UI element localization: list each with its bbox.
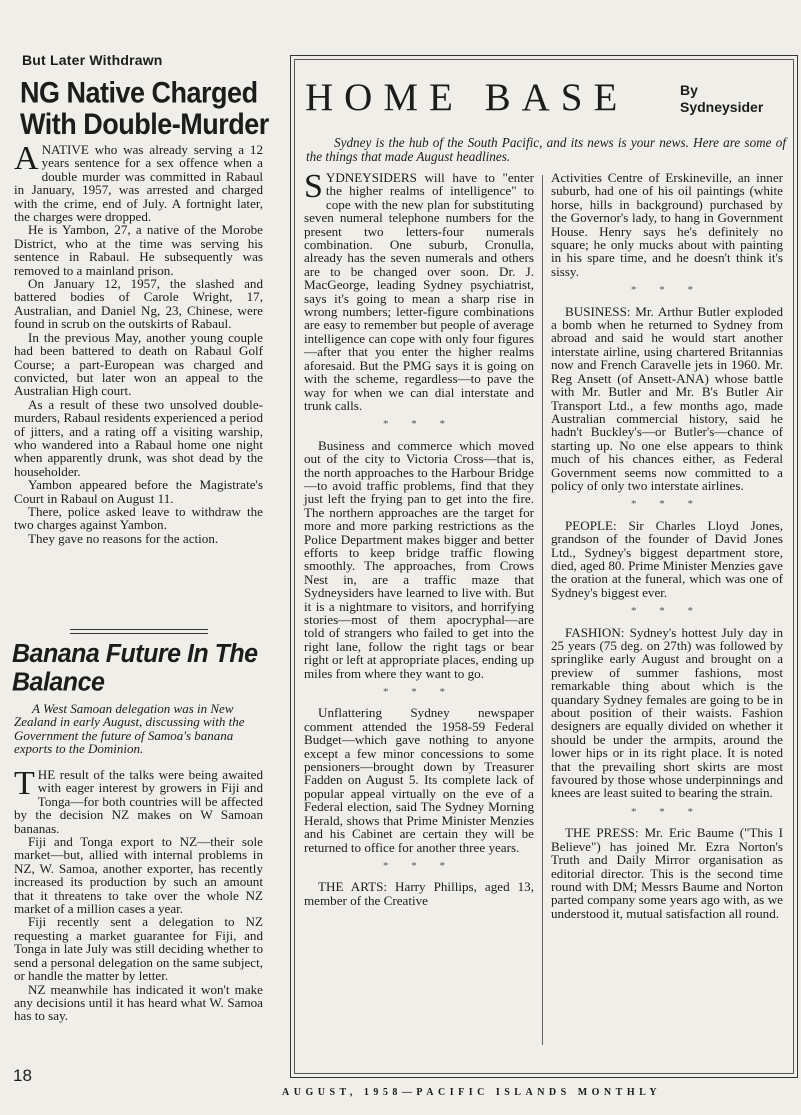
drop-cap: A <box>14 140 39 177</box>
page-number: 18 <box>13 1066 32 1085</box>
feature-column-left <box>304 168 534 908</box>
column-rule <box>542 175 543 1045</box>
article2-intro: A West Samoan delegation was in New Zealand in early August, discussing with the Government the future of Samoa's banana exports to the Dominion. <box>14 701 245 757</box>
section-stars: * * * <box>383 686 455 699</box>
feature-para-business: BUSINESS: Mr. Arthur Butler exploded a bomb when he returned to Sydney from abroad and said he would start another interstate airline, using chartered Britannias now and French Caravelle jets in 1960. Mr. Reg Ansett (of Ansett-ANA) whose battle with Mr. Butler and Mr. B's Butler Air Transport Ltd., a few months ago, made Australian commercial history, said he hadn't Buckley's—or Butler's—chance of starting up. No one else appears to think much of his chances either, as Federal Government seems now committed to a policy of only two interstate airlines. <box>551 303 783 493</box>
feature-para-press: THE PRESS: Mr. Eric Baume ("This I Believe") has joined Mr. Ezra Norton's Truth and Daily Mirror organisation as editorial director. This is the second time round with DM; Messrs Baume and Norton parted company some years ago with, as we understood it, mutual satisfaction all round. <box>551 825 783 921</box>
feature-byline: By Sydneysider <box>680 82 764 115</box>
feature-intro: Sydney is the hub of the South Pacific, and its news is your news. Here are some of the things that made August headlines. <box>306 135 786 164</box>
feature-para-arts: THE ARTS: Harry Phillips, aged 13, member of the Creative <box>304 879 534 908</box>
section-kicker: But Later Withdrawn <box>22 52 163 68</box>
article-ng-native <box>14 140 263 546</box>
article1-para-2: He is Yambon, 27, a native of the Morobe District, who at the time was serving his sentence in Rabaul. He subsequently was removed to a mainland prison. <box>14 222 263 278</box>
article1-para-3: On January 12, 1957, the slashed and battered bodies of Carole Wright, 17, Australian, and Daniel Ng, 23, Chinese, were found in scrub on the outskirts of Rabaul. <box>14 276 263 332</box>
section-stars: * * * <box>631 805 703 818</box>
article1-para-8: They gave no reasons for the action. <box>28 530 219 546</box>
section-stars: * * * <box>631 605 703 618</box>
article2-para-2: Fiji and Tonga export to NZ—their sole market—but, allied with internal problems in NZ, W. Samoa, another exporter, has recently increased its production by such an amount that it threatens to take over the whole NZ market of a million cases a year. <box>14 834 263 917</box>
feature-para-budget: Unflattering Sydney newspaper comment attended the 1958-59 Federal Budget—which gave nothing to anyone except a few minor concessions to some pensioners—brought down by Treasurer Fadden on August 5. Its complete lack of popular appeal virtually on the eve of a Federal election, said The Sydney Morning Herald, shows that Prime Minister Menzies and his Cabinet are certain they will be returned to office for another three years. <box>304 705 534 855</box>
headline-ng-native: NG Native Charged With Double-Murder <box>20 75 269 141</box>
feature-para-traffic: Business and commerce which moved out of the city to Victoria Cross—that is, the north approaches to the Harbour Bridge—to avoid traffic problems, find that they just left the frying pan to get into the fire. The northern approaches are the target for more and more parking restrictions as the Police Department makes bigger and better efforts to keep bridge traffic flowing smoothly. The approaches, from Crows Nest in, are a traffic maze that Sydneysiders have learned to live with. But it is a nightmare to visitors, and horrifying stories—most of them apocryphal—are told of strangers who failed to get into the right lane, follow the right tags or bear right or left at appropriate places, ending up miles from where they want to go. <box>304 437 534 681</box>
feature-para-telephone: SYDNEYSIDERS will have to "enter the higher realms of intelligence" to cope with the new plan for substituting seven numeral telephone numbers for the present two letters-four numerals combination. One suburb, Cronulla, already has the seven numerals and others are to be changed over soon. Dr. J. MacGeorge, leading Sydney psychiatrist, says it's going to mean a sharp rise in wrong numbers; letter-figure combinations are easy to remember but people of average intelligence can cope with only four figures—after that you enter the higher realms aforesaid. But the PMG says it is going on with the scheme, regardless—to pave the way for when we can dial interstate and trunk calls. <box>304 168 534 413</box>
feature-masthead: HOME BASE <box>305 76 629 119</box>
feature-para-arts-cont: Activities Centre of Erskineville, an inner suburb, had one of his oil paintings (white horse, hills in background) purchased by the Governor's lady, to hang in Government House. Henry says he's definitely no square; he only mucks about with painting in his spare time, and he doesn't think it's sissy. <box>551 170 783 279</box>
article2-para-4: NZ meanwhile has indicated it won't make any decisions until it has heard what W. Samoa has to say. <box>14 981 263 1024</box>
article2-para-1: THE result of the talks were being awaited with eager interest by growers in Fiji and Tonga—for both countries will be affected by the decision NZ makes on W Samoan bananas. <box>14 765 263 836</box>
article-banana <box>14 765 263 1024</box>
section-stars: * * * <box>383 418 455 431</box>
divider-rule <box>70 629 208 634</box>
article2-para-3: Fiji recently sent a delegation to NZ requesting a market guarantee for Fiji, and Tonga in late July was still deciding whether to send a personal delegation on the same subject, or handle the matter by letter. <box>14 914 263 984</box>
article1-para-7: There, police asked leave to withdraw the two charges against Yambon. <box>14 503 263 533</box>
section-stars: * * * <box>631 498 703 511</box>
article1-para-4: In the previous May, another young couple had been battered to death on Rabaul Golf Course; a part-European was charged and convicted, but later won an appeal to the Australian High court. <box>14 329 263 399</box>
section-stars: * * * <box>383 859 455 872</box>
feature-para-fashion: FASHION: Sydney's hottest July day in 25 years (75 deg. on 27th) was followed by springlike early August and brought on a preview of summer fashions, most remarkable thing about which is the quandary Sydney females are going to be in about position of their waists. Fashion designers are equally divided on whether it should be under the armpits, around the lower hips or in its right place. It is noted that the prevailing short skirts are most favoured by those whose underpinnings and knees are least suited to bearing the strain. <box>551 624 783 801</box>
headline-banana: Banana Future In The Balance <box>12 638 258 697</box>
article1-para-5: As a result of these two unsolved double-murders, Rabaul residents experienced a period of jitters, and a rating off a visiting warship, who wandered into a Rabaul home one night when apparently drunk, was shot dead by the householder. <box>14 396 263 479</box>
article1-para-6: Yambon appeared before the Magistrate's Court in Rabaul on August 11. <box>14 477 263 506</box>
feature-column-right <box>551 171 783 920</box>
section-stars: * * * <box>631 284 703 297</box>
drop-cap: S <box>304 168 323 205</box>
publication-footer: AUGUST, 1958—PACIFIC ISLANDS MONTHLY <box>282 1087 662 1098</box>
feature-para-people: PEOPLE: Sir Charles Lloyd Jones, grandson of the founder of David Jones Ltd., Sydney's biggest department store, died, aged 80. Prime Minister Menzies gave the oration at the funeral, which was one of Sydney's biggest ever. <box>551 517 783 600</box>
drop-cap: T <box>14 765 35 802</box>
article1-para-1: A NATIVE who was already serving a 12 years sentence for a sex offence when a double murder was committed in Rabaul in January, 1957, was arrested and charged with the crime, end of July. A fortnight later, the charges were dropped. <box>14 140 263 225</box>
